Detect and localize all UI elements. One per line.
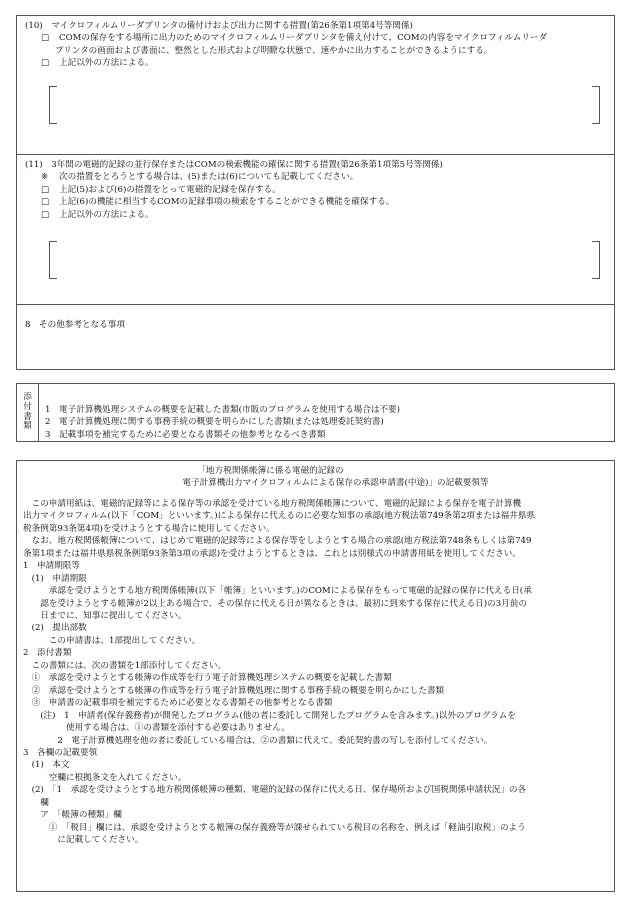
section-10-title: (10) マイクロフィルムリーダプリンタの備付けおよび出力に関する措置(第26条第1項第4号等関係) <box>25 21 413 31</box>
checkbox[interactable]: □ <box>41 184 50 195</box>
section-10-option-1-cont: プリンタの画面および書面に、整然とした形式および明瞭な状態で、速やかに出力することができるようにする。 <box>55 45 493 56</box>
attachment-item: 1 電子計算機処理システムの概要を記載した書類(市販のプログラムを使用する場合は不要) <box>45 405 400 415</box>
instruction-line: 認を受けようとする帳簿が2以上ある場合で、その保存に代える日が異なるときは、最初に到来する保存に代える日)の3月前の <box>23 598 527 609</box>
option-text: 上記(5)および(6)の措置をとって電磁的記録を保存する。 <box>59 184 281 195</box>
instruction-line: 2 電子計算機処理を他の者に委託している場合は、②の書類に代えて、委託契約書の写しを添付してください。 <box>23 735 493 746</box>
attachments-list <box>45 404 400 441</box>
section-11-option-2[interactable] <box>25 196 606 208</box>
instruction-line: 日までに、知事に提出してください。 <box>23 610 187 621</box>
instruction-line: (1) 本文 <box>23 760 70 771</box>
form-box <box>16 15 615 370</box>
instruction-line: この申請用紙は、電磁的記録等による保存等の承認を受けている地方税関係帳簿について、電磁的記録による保存を電子計算機 <box>23 498 522 509</box>
instruction-line: 承認を受けようとする地方税関係帳簿(以下「帳簿」といいます。)のCOMによる保存をもって電磁的記録の保存に代える日(承 <box>23 586 532 597</box>
checkbox[interactable]: □ <box>41 197 50 208</box>
checkbox[interactable]: □ <box>41 58 50 69</box>
instruction-line: 欄 <box>23 797 49 808</box>
option-text: 上記(6)の機能に相当するCOMの記録事項の検索をすることができる機能を確保する。 <box>59 197 395 208</box>
instruction-line: (2) 提出部数 <box>23 623 87 634</box>
instruction-line: 2 添付書類 <box>23 648 72 659</box>
section-11-option-3[interactable] <box>25 209 606 221</box>
section-11-note <box>25 171 606 183</box>
attachment-item: 2 電子計算機処理に関する事務手続の概要を明らかにした書類(または処理委託契約書) <box>45 417 384 428</box>
instruction-line: 出力マイクロフィルム(以下「COM」といいます。)による保存に代えるのに必要な知事の承認(地方税法第749条第2項または福井県県 <box>23 511 536 522</box>
instruction-line: (1) 申請期限 <box>23 573 87 584</box>
section-11 <box>17 154 614 302</box>
instruction-line: 3 各欄の記載要領 <box>23 747 98 758</box>
attachments-label: 添 付 書 類 <box>17 384 39 441</box>
checkbox[interactable]: □ <box>41 33 50 44</box>
section-10-option-1[interactable] <box>25 32 606 44</box>
instruction-line: ① 「税目」欄には、承認を受けようとする帳簿の保存義務等が課せられている税目の名称を、例えば「軽油引取税」のよう <box>23 822 526 833</box>
option-text: 上記以外の方法による。 <box>59 209 154 220</box>
instruction-line: ア 「帳簿の種類」欄 <box>23 810 122 821</box>
instruction-line: 1 申請期限等 <box>23 561 81 572</box>
instruction-line: この申請書は、1部提出してください。 <box>23 635 201 646</box>
instruction-line: (注) 1 申請者(保存義務者)が開発したプログラム(他の者に委託して開発したプログラムを含みます。)以外のプログラムを <box>23 710 516 721</box>
section-10-option-2[interactable] <box>25 57 606 69</box>
section-8[interactable] <box>17 304 614 370</box>
section-11-title: (11) 3年間の電磁的記録の並行保存またはCOMの検索機能の確保に関する措置(第26条第1項第5号等関係) <box>25 160 443 170</box>
instruction-line: ③ 申請書の記載事項を補完するために必要となる書類その他参考となる書類 <box>23 698 333 709</box>
note-text: 次の措置をとろうとする場合は、(5)または(6)についても記載してください。 <box>59 172 359 183</box>
instruction-line: 条第1項または福井県県税条例第93条第3項の承認)を受けようとするときは、これとは別様式の申請書用紙を使用してください。 <box>23 548 521 559</box>
instruction-line: ② 承認を受けようとする帳簿の作成等を行う電子計算機処理に関する事務手続の概要を明らかにした書類 <box>23 685 445 696</box>
section-8-title: 8 その他参考となる事項 <box>25 320 125 330</box>
section-10 <box>17 16 614 126</box>
option-text: 上記以外の方法による。 <box>59 58 154 69</box>
instructions-title-1: 「地方税関係帳簿に係る電磁的記録の <box>197 466 344 476</box>
instructions-title-2: 電子計算機出力マイクロフィルムによる保存の承認申請書(中途)」の記載要領等 <box>182 478 489 489</box>
instruction-line: 空欄に根拠条文を入れてください。 <box>23 772 187 783</box>
instruction-line: 使用する場合は、①の書類を添付する必要はありません。 <box>23 723 290 734</box>
free-text-bracket-right[interactable] <box>592 86 600 124</box>
instruction-line: この書類には、次の書類を1部添付してください。 <box>23 660 227 671</box>
checkbox[interactable]: □ <box>41 209 50 220</box>
note-mark: ※ <box>41 172 49 183</box>
instructions-body <box>23 498 608 847</box>
instruction-line: なお、地方税関係帳簿について、はじめて電磁的記録等による保存等をしようとする場合の承認(地方税法第748条もしくは第749 <box>23 536 532 547</box>
free-text-bracket-right[interactable] <box>592 241 600 279</box>
attachment-item: 3 記載事項を補完するために必要となる書類その他参考となるべき書類 <box>45 429 326 440</box>
section-11-option-1[interactable] <box>25 184 606 196</box>
instructions-box <box>16 460 615 892</box>
instruction-line: (2) 「1 承認を受けようとする地方税関係帳簿の種類、電磁的記録の保存に代える日、保存場所および国税関係申請状況」の各 <box>23 785 527 796</box>
instruction-line: に記載してください。 <box>23 835 144 846</box>
free-text-bracket-left[interactable] <box>49 86 57 124</box>
option-text: COMの保存をする場所に出力のためのマイクロフィルムリーダプリンタを備え付けて、COMの内容をマイクロフィルムリーダ <box>59 33 548 44</box>
free-text-bracket-left[interactable] <box>49 241 57 279</box>
instruction-line: ① 承認を受けようとする帳簿の作成等を行う電子計算機処理システムの概要を記載した書類 <box>23 673 392 684</box>
attachments-box <box>16 383 615 442</box>
instruction-line: 税条例第93条第4項)を受けようとする場合に使用してください。 <box>23 523 275 534</box>
